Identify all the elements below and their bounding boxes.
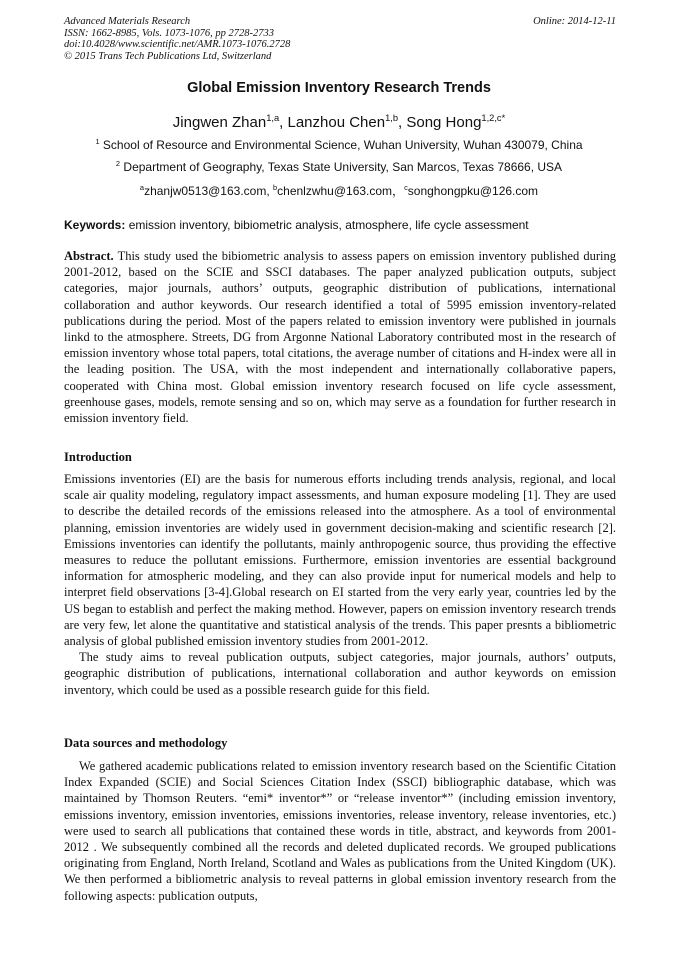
email-line[interactable]: $^a$zhanjw0513@163.com, $^b$chenlzwhu@163.com，$^c$songhongpku@126.com — [139, 183, 539, 198]
section-heading-methods: Data sources and methodology — [64, 736, 228, 750]
abstract — [64, 248, 616, 426]
journal-header — [64, 16, 616, 62]
keywords-text: emission inventory, bibiometric analysis, atmosphere, life cycle assessment — [125, 218, 529, 232]
author: Jingwen Zhan$^{1,a}$, — [172, 113, 288, 131]
author-list — [0, 114, 678, 131]
author: Lanzhou Chen$^{1,b}$, — [287, 113, 407, 131]
methods-body — [64, 758, 616, 904]
introduction-body — [64, 471, 616, 698]
paragraph: Emissions inventories (EI) are the basis for numerous efforts including trends analysis, regional, and local scale air quality modeling, regulatory impact assessments, and human exposure modeling [1]. They are used to describe the detailed records of the emissions released into the atmosphere. As a tool of environmental planning, emission inventories are widely used in government decision-making and scientific research [2]. Emissions inventories can identify the pollutants, mainly anthropogenic source, thus providing the effective measures to reduce the pollutant emissions. Furthermore, emission inventories are essential background information for atmospheric modeling, and they can also provide input for numerical models and help to interpret field observations [3-4].Global research on EI started from the very early year, countries led by the US began to establish and perfect the making method. However, papers on emission inventory research trends are very few, let alone the quantitative and statistical analysis of the trends. This paper presnts a bibliometric analysis of global published emission inventory studies from 2001-2012. — [64, 472, 616, 649]
paragraph: The study aims to reveal publication outputs, subject categories, major journals, authors’ outputs, geographic distribution of publications, international collaboration and author keywords on emission inventory, which could be used as a possible research guide for this field. — [64, 650, 616, 697]
journal-name: Advanced Materials Research — [64, 16, 191, 27]
abstract-text: This study used the bibiometric analysis to assess papers on emission inventory published during 2001-2012, based on the SCIE and SSCI databases. The paper analyzed publication outputs, subject categories, major journals, authors’ outputs, geographic distribution of publications, international collaboration and author keywords. Our research identified a total of 5995 emission inventory-related publications during the period. Most of the papers related to emission inventory were published in journals linkd to the atmosphere. Streets, DG from Argonne National Laboratory contributed most in the research of emission inventory whose total papers, total citations, the average number of citations and H-index were all in the leading position. The USA, with the most independent and internationally collaborative papers, cooperated with China most. Global emission inventory research focused on life cycle assessment, greenhouse gases, models, remote sensing and so on, which may serve as a foundation for further research in emission inventory field. — [64, 249, 616, 426]
keywords — [64, 218, 616, 232]
doi-line[interactable]: doi:10.4028/www.scientific.net/AMR.1073-1076.2728 — [64, 39, 291, 50]
paper-title: Global Emission Inventory Research Trends — [187, 80, 491, 96]
abstract-label: Abstract. — [64, 249, 114, 263]
copyright-line: © 2015 Trans Tech Publications Ltd, Switzerland — [64, 50, 272, 62]
keywords-label: Keywords: — [64, 218, 126, 232]
section-heading-introduction: Introduction — [64, 450, 132, 464]
paragraph: We gathered academic publications related to emission inventory research based on the Scientific Citation Index Expanded (SCIE) and Social Sciences Citation Index (SSCI) bibliographic database, which was maintained by Thomson Reuters. “emi* inventor*” or “release inventor*” (including emission inventory, emissions inventory, emission inventories, emissions inventories, release inventory, release inventories, etc.) were used to search all publications that contained these words in title, abstract, and keywords from 2001-2012 . We subsequently combined all the records and deleted duplicated records. We grouped publications originating from England, North Ireland, Scotland and Wales as publications from the United Kingdom (UK). We then performed a bibliometric analysis to reveal patterns in global emission inventory research from the following aspects: publication outputs, — [64, 759, 616, 903]
online-date: Online: 2014-12-11 — [533, 16, 616, 27]
author: Song Hong$^{1,2,c*}$ — [406, 113, 506, 131]
affiliation-1: $^1$ School of Resource and Environmental Science, Wuhan University, Wuhan 430079, China — [95, 137, 583, 152]
issn-line: ISSN: 1662-8985, Vols. 1073-1076, pp 2728-2733 — [64, 27, 274, 39]
affiliation-2: $^2$ Department of Geography, Texas State University, San Marcos, Texas 78666, USA — [115, 159, 563, 174]
